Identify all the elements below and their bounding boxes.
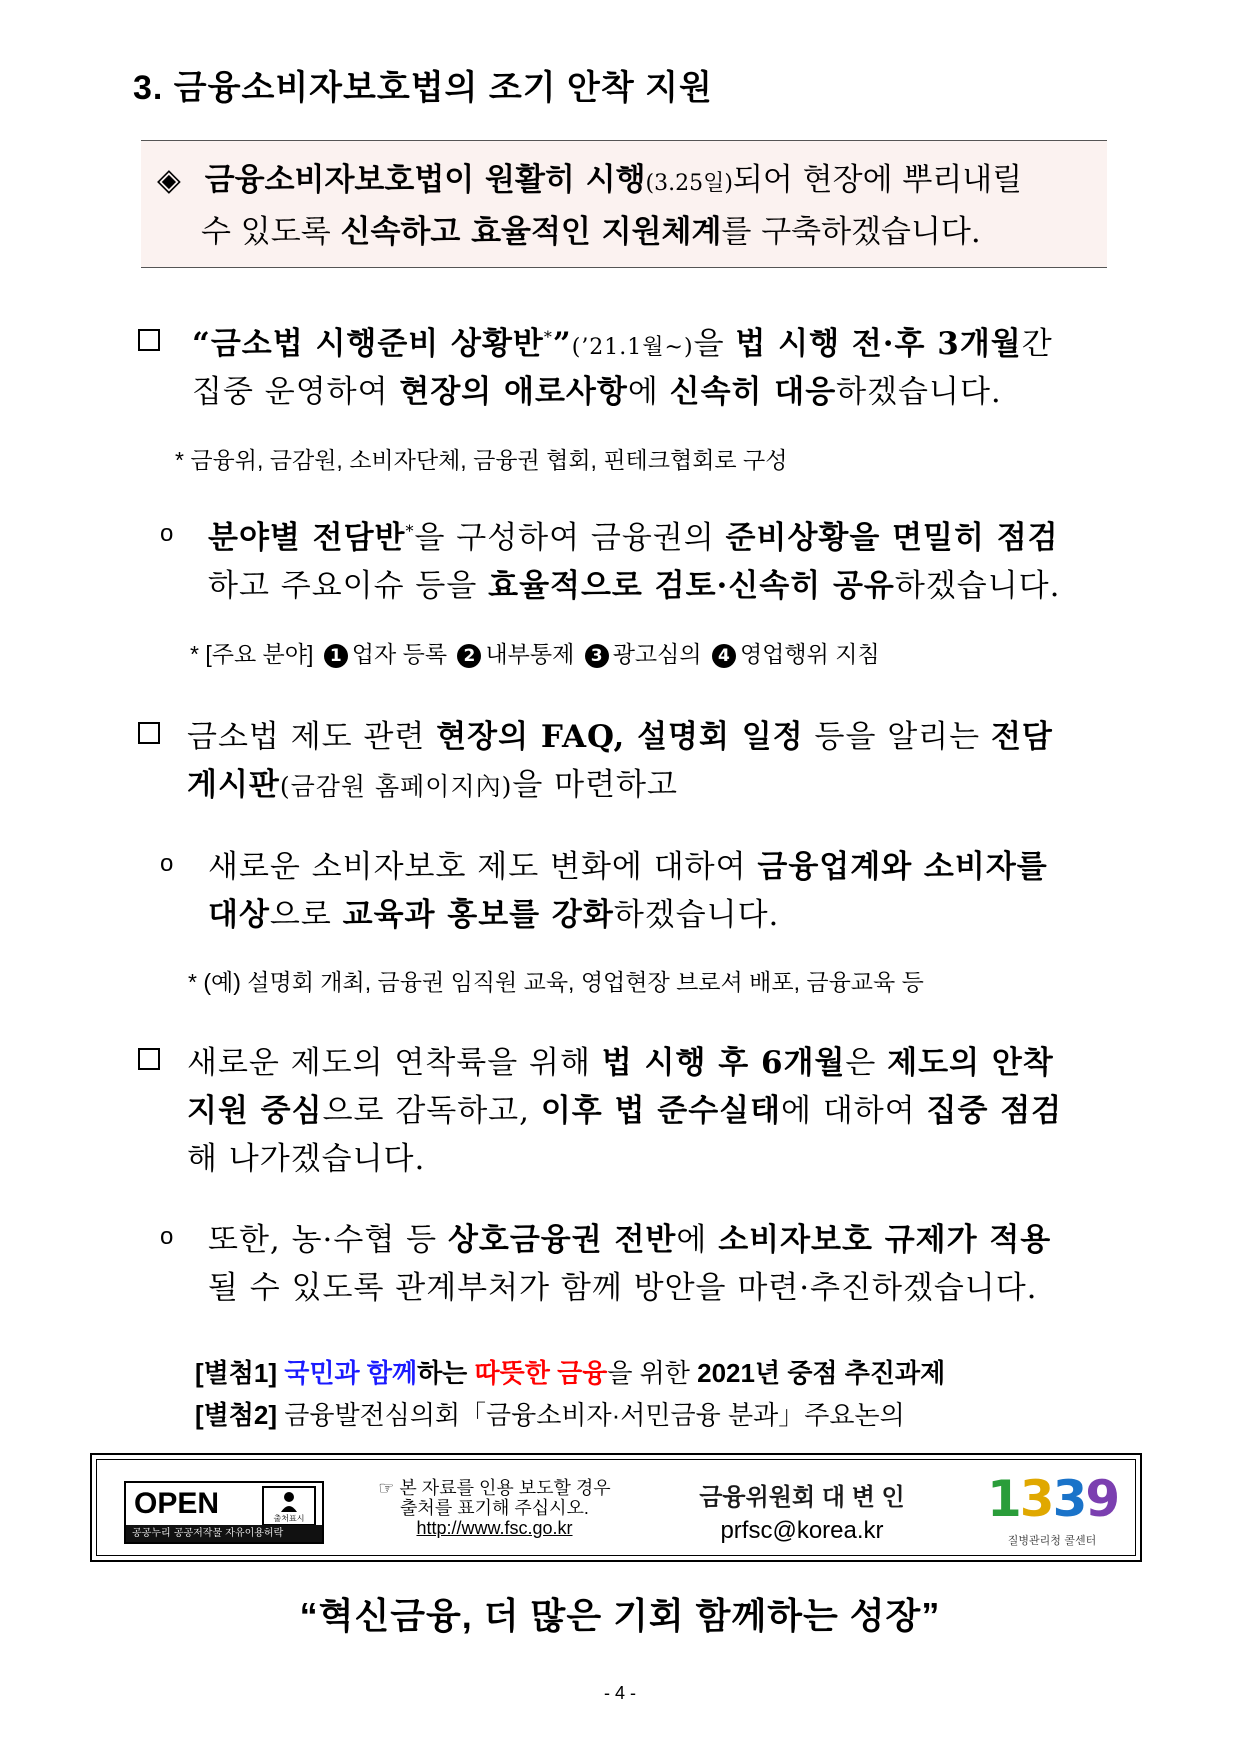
- citation-line: ☞ 본 자료를 인용 보도할 경우: [378, 1478, 611, 1498]
- p2-sub-line-2: [208, 889, 779, 934]
- p3-bold: 지원 중심: [187, 1093, 323, 1129]
- summary-text: 를 구축하겠습니다.: [721, 214, 981, 250]
- p2-bold: 게시판: [187, 767, 280, 803]
- citation-note: [337, 1478, 652, 1538]
- person-icon: [262, 1486, 316, 1526]
- p1-sub-text: 하겠습니다.: [894, 568, 1061, 604]
- p2-text: 을 마련하고: [512, 767, 678, 803]
- p3-bold: 이후 법 준수실태: [540, 1093, 782, 1129]
- p2-sub-bold: 대상: [208, 897, 270, 933]
- slogan: “혁신금융, 더 많은 기회 함께하는 성장”: [299, 1595, 941, 1636]
- p2-sub-line-1: [208, 841, 1048, 886]
- footer-box: [90, 1453, 1142, 1562]
- checkbox-icon: [138, 722, 160, 744]
- citation-line: 출처를 표기해 주십시오.: [400, 1498, 589, 1518]
- circle-bullet-icon: o: [160, 850, 174, 877]
- diamond-bullet-icon: ◈: [157, 162, 181, 198]
- p2-bold: 전담: [990, 719, 1053, 755]
- p3-bold: 집중 점검: [926, 1093, 1063, 1129]
- p3-sub-text: 될 수 있도록 관계부처가 함께 방안을 마련·추진하겠습니다.: [208, 1270, 1038, 1306]
- open-license-text: OPEN: [134, 1487, 220, 1520]
- p3-sub-text: 또한, 농·수협 등: [208, 1222, 448, 1258]
- p1-bold: 현장의 애로사항: [399, 374, 628, 410]
- p1-bold: “금소법 시행준비 상황반: [192, 326, 544, 362]
- checkbox-icon: [138, 1048, 160, 1070]
- footnote-mark: *: [405, 521, 415, 541]
- p1-sub-bold: 효율적으로 검토·신속히 공유: [488, 568, 895, 604]
- p1-sub-line-2: [208, 560, 1060, 605]
- p3-text: 에 대하여: [781, 1093, 927, 1129]
- footnote-prefix: * [주요 분야]: [190, 641, 314, 667]
- fsc-website-link[interactable]: http://www.fsc.go.kr: [416, 1518, 573, 1538]
- p1-bold: 법 시행 전·후 3개월: [735, 326, 1022, 362]
- p3-bold: 법 시행 후 6개월: [601, 1045, 846, 1081]
- page-number: - 4 -: [603, 1683, 636, 1703]
- p2-sub-text: 새로운 소비자보호 제도 변화에 대하여: [208, 849, 758, 885]
- footnote-item: 광고심의: [612, 641, 702, 667]
- p1-sub-text: 을 구성하여 금융권의: [414, 520, 726, 556]
- p2-sub-bold: 금융업계와 소비자를: [757, 849, 1048, 885]
- attachment-label: [별첨2]: [195, 1400, 278, 1430]
- p2-text: 금소법 제도 관련: [187, 719, 437, 755]
- p3-line-3: [187, 1133, 425, 1178]
- p1-bold: ”: [552, 326, 572, 362]
- p1-line-1: [192, 318, 1053, 363]
- attachment-text: 하는: [417, 1358, 475, 1388]
- p1-sub-line-1: [208, 512, 1059, 557]
- logo-caption: 질병관리청 콜센터: [1007, 1534, 1097, 1547]
- spokesperson-email[interactable]: prfsc@korea.kr: [720, 1517, 884, 1544]
- p3-line-2: [187, 1085, 1062, 1130]
- summary-bold: 금융소비자보호법이 원활히 시행: [204, 162, 646, 198]
- p2-paren: (금감원 홈페이지內): [279, 772, 513, 801]
- logo-digit: 1: [987, 1470, 1020, 1528]
- numbered-circle-icon: 4: [712, 644, 736, 668]
- summary-text: 수 있도록: [201, 214, 341, 250]
- p1-text: 에: [627, 374, 670, 410]
- p3-sub-text: 에: [676, 1222, 719, 1258]
- p3-sub-line-1: [208, 1214, 1051, 1259]
- p3-sub-bold: 소비자보호 규제가 적용: [718, 1222, 1052, 1258]
- summary-line-1: [157, 154, 1022, 210]
- p1-sub-text: 하고 주요이슈 등을: [208, 568, 489, 604]
- p3-text: 으로 감독하고,: [322, 1093, 541, 1129]
- summary-line-2: [201, 206, 981, 258]
- p1-sub-bold: 준비상황을 면밀히 점검: [725, 520, 1059, 556]
- numbered-circle-icon: 3: [585, 644, 609, 668]
- footnote-item: 영업행위 지침: [739, 641, 880, 667]
- summary-date: (3.25일): [645, 171, 733, 196]
- logo-digit: 9: [1085, 1470, 1119, 1528]
- p1-sub-bold: 분야별 전담반: [208, 520, 406, 556]
- summary-box: [141, 140, 1107, 268]
- attachment-text: 2021년 중점 추진과제: [697, 1358, 946, 1388]
- p1-footnote: * 금융위, 금감원, 소비자단체, 금융권 협회, 핀테크협회로 구성: [175, 447, 788, 473]
- logo-number: [987, 1470, 1117, 1528]
- p2-text: 등을 알리는: [803, 719, 991, 755]
- p2-line-1: [187, 711, 1053, 756]
- numbered-circle-icon: 2: [457, 644, 481, 668]
- p1-text: 하겠습니다.: [836, 374, 1002, 410]
- p1-text: 간: [1021, 326, 1053, 362]
- p2-line-2: [187, 759, 678, 804]
- checkbox-icon: [138, 329, 160, 351]
- section-title: 3. 금융소비자보호법의 조기 안착 지원: [133, 69, 713, 107]
- p1-line-2: [192, 366, 1002, 411]
- p3-sub-line-2: [208, 1262, 1038, 1307]
- attachment-label: [별첨1]: [195, 1358, 278, 1388]
- footnote-item: 내부통제: [485, 641, 575, 667]
- spokesperson-label: 금융위원회 대 변 인: [699, 1484, 905, 1511]
- attachment-text: 을 위한: [607, 1358, 698, 1388]
- open-license-badge: [124, 1481, 324, 1544]
- p1-sub-footnote: [190, 636, 880, 669]
- p3-text: 새로운 제도의 연착륙을 위해: [187, 1045, 602, 1081]
- footnote-item: 업자 등록: [351, 641, 448, 667]
- open-license-caption: 공공누리 공공저작물 자유이용허락: [126, 1525, 322, 1542]
- call-center-logo: [987, 1470, 1117, 1550]
- p3-text: 해 나가겠습니다.: [187, 1141, 426, 1177]
- p1-date: (’21.1월~): [571, 335, 694, 360]
- numbered-circle-icon: 1: [324, 644, 348, 668]
- p3-line-1: [187, 1037, 1054, 1082]
- circle-bullet-icon: o: [160, 1223, 174, 1250]
- p3-sub-bold: 상호금융권 전반: [447, 1222, 677, 1258]
- open-sub-label: 출처표시: [273, 1514, 305, 1523]
- p1-bold: 신속히 대응: [669, 374, 837, 410]
- p3-bold: 제도의 안착: [887, 1045, 1054, 1081]
- attachment-blue-text: 국민과 함께: [284, 1358, 418, 1388]
- p2-sub-text: 하겠습니다.: [613, 897, 780, 933]
- attachment-text: 금융발전심의회「금융소비자·서민금융 분과」주요논의: [284, 1400, 905, 1430]
- p2-sub-bold: 교육과 홍보를 강화: [342, 897, 614, 933]
- attachment-1: [195, 1353, 945, 1390]
- p2-sub-footnote: * (예) 설명회 개최, 금융권 임직원 교육, 영업현장 브로셔 배포, 금융교육 등: [188, 969, 924, 995]
- circle-bullet-icon: o: [160, 520, 174, 547]
- footnote-mark: *: [543, 327, 553, 347]
- attachment-2: [195, 1395, 905, 1432]
- p1-text: 을: [693, 326, 736, 362]
- attachment-red-text: 따뜻한 금융: [474, 1358, 608, 1388]
- summary-text: 되어 현장에 뿌리내릴: [732, 162, 1023, 198]
- p2-sub-text: 으로: [269, 897, 343, 933]
- summary-bold: 신속하고 효율적인 지원체계: [340, 214, 722, 250]
- logo-digit: 3: [1019, 1470, 1053, 1528]
- p1-text: 집중 운영하여: [192, 374, 400, 410]
- p2-bold: 현장의 FAQ, 설명회 일정: [436, 719, 804, 755]
- p3-text: 은: [845, 1045, 888, 1081]
- logo-digit: 3: [1052, 1470, 1086, 1528]
